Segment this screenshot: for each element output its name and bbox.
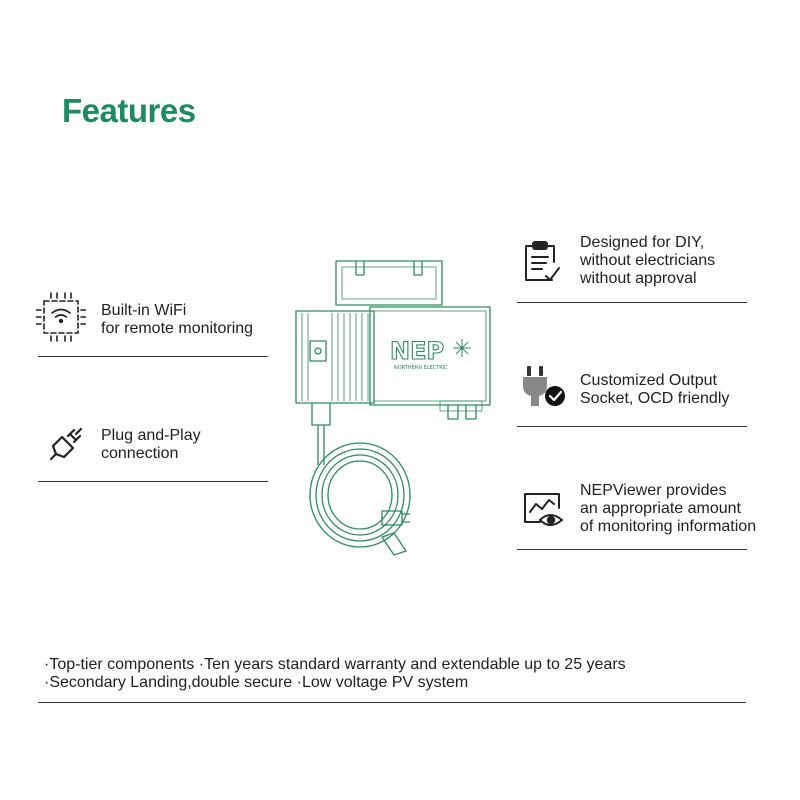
microinverter-illustration (290, 255, 500, 570)
feature-nepviewer-line-1: NEPViewer provides (580, 482, 727, 499)
plug-check-icon (520, 366, 568, 408)
clipboard-checklist-icon (522, 240, 562, 284)
feature-diy-line-1: Designed for DIY, (580, 234, 705, 251)
nep-logo (390, 337, 471, 371)
feature-wifi-line-2: for remote monitoring (101, 320, 254, 337)
notes (44, 656, 626, 692)
feature-nepviewer-line-3: of monitoring information (580, 518, 757, 535)
feature-socket-line-2: Socket, OCD friendly (580, 390, 730, 407)
feature-plug-line-2: connection (101, 445, 179, 462)
feature-wifi-line-1: Built-in WiFi (101, 302, 187, 319)
feature-diy-line-2: without electricians (580, 252, 716, 269)
plug-connection-icon (44, 422, 88, 466)
note-line-2: ·Secondary Landing,double secure ·Low voltage PV system (44, 674, 469, 691)
feature-diy-line-3: without approval (580, 270, 697, 287)
feature-nepviewer-line-2: an appropriate amount (580, 500, 741, 517)
logo-subtext: NORTHERN ELECTRIC (394, 365, 448, 371)
logo-text: NEP (390, 337, 445, 365)
wifi-chip-icon (36, 290, 86, 344)
divider (517, 549, 747, 550)
monitor-eye-icon (522, 490, 566, 530)
divider (38, 481, 268, 482)
feature-socket-line-1: Customized Output (580, 372, 717, 389)
divider (517, 426, 747, 427)
divider (38, 356, 268, 357)
divider (517, 302, 747, 303)
note-line-1: ·Top-tier components ·Ten years standard warranty and extendable up to 25 years (44, 656, 626, 673)
bottom-divider (38, 702, 746, 703)
feature-plug-line-1: Plug and-Play (101, 427, 201, 444)
page-title: Features (62, 92, 196, 129)
